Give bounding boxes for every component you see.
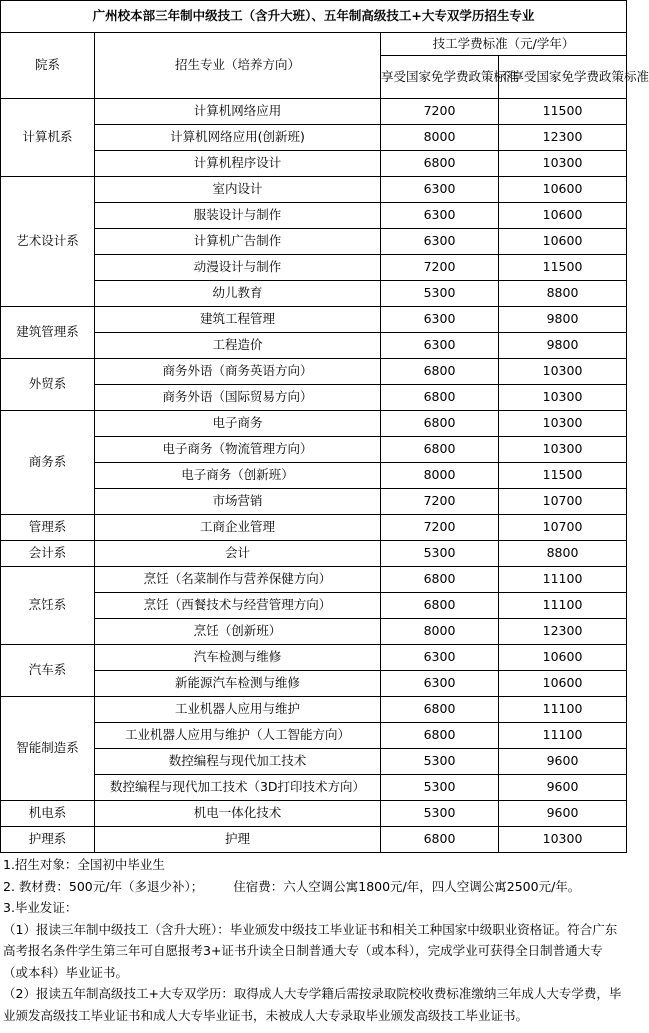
fee-no-free-policy: 10700 xyxy=(499,515,627,541)
fee-no-free-policy: 11500 xyxy=(499,255,627,281)
header-row-1 xyxy=(1,33,627,56)
department-name: 护理系 xyxy=(1,827,95,853)
fee-no-free-policy: 10600 xyxy=(499,645,627,671)
table-row xyxy=(1,541,627,567)
table-row xyxy=(1,593,627,619)
department-name: 计算机系 xyxy=(1,99,95,177)
major-name: 计算机网络应用(创新班) xyxy=(95,125,381,151)
fee-free-policy: 5300 xyxy=(381,281,499,307)
note-fees xyxy=(3,876,624,898)
department-name: 机电系 xyxy=(1,801,95,827)
table-row xyxy=(1,229,627,255)
major-name: 工商企业管理 xyxy=(95,515,381,541)
fee-no-free-policy: 10300 xyxy=(499,827,627,853)
major-name: 新能源汽车检测与维修 xyxy=(95,671,381,697)
fee-no-free-policy: 8800 xyxy=(499,281,627,307)
table-row xyxy=(1,125,627,151)
major-name: 市场营销 xyxy=(95,489,381,515)
table-row xyxy=(1,697,627,723)
department-name: 商务系 xyxy=(1,411,95,515)
table-row xyxy=(1,177,627,203)
table-row xyxy=(1,385,627,411)
fee-free-policy: 8000 xyxy=(381,619,499,645)
fee-no-free-policy: 10300 xyxy=(499,151,627,177)
table-row xyxy=(1,567,627,593)
fee-no-free-policy: 10600 xyxy=(499,177,627,203)
fee-no-free-policy: 9800 xyxy=(499,333,627,359)
fee-free-policy: 6300 xyxy=(381,177,499,203)
fee-free-policy: 5300 xyxy=(381,749,499,775)
department-name: 建筑管理系 xyxy=(1,307,95,359)
table-row xyxy=(1,801,627,827)
fee-no-free-policy: 9600 xyxy=(499,775,627,801)
major-name: 室内设计 xyxy=(95,177,381,203)
note-cert-heading: 3.毕业发证： xyxy=(3,900,78,915)
fee-free-policy: 6800 xyxy=(381,723,499,749)
table-row xyxy=(1,307,627,333)
table-title: 广州校本部三年制中级技工（含升大班）、五年制高级技工+大专双学历招生专业 xyxy=(1,1,627,33)
department-name: 外贸系 xyxy=(1,359,95,411)
fee-free-policy: 5300 xyxy=(381,541,499,567)
fee-free-policy: 6800 xyxy=(381,827,499,853)
fee-free-policy: 6300 xyxy=(381,307,499,333)
note-dorm-fee: 住宿费：六人空调公寓1800元/年，四人空调公寓2500元/年。 xyxy=(233,878,581,894)
major-name: 数控编程与现代加工技术（3D打印技术方向） xyxy=(95,775,381,801)
fee-no-free-policy: 10600 xyxy=(499,203,627,229)
table-row xyxy=(1,775,627,801)
fee-free-policy: 6300 xyxy=(381,645,499,671)
table-row xyxy=(1,281,627,307)
table-row xyxy=(1,749,627,775)
fee-free-policy: 6300 xyxy=(381,333,499,359)
notes-section xyxy=(0,853,626,1026)
fee-free-policy: 7200 xyxy=(381,489,499,515)
major-name: 服装设计与制作 xyxy=(95,203,381,229)
department-name: 智能制造系 xyxy=(1,697,95,801)
major-name: 计算机广告制作 xyxy=(95,229,381,255)
table-row xyxy=(1,619,627,645)
fee-no-free-policy: 11100 xyxy=(499,593,627,619)
fee-free-policy: 7200 xyxy=(381,515,499,541)
major-name: 烹饪（创新班） xyxy=(95,619,381,645)
note-cert-1: （1）报读三年制中级技工（含升大班）：毕业颁发中级技工毕业证书和相关工种国家中级职业资格证。符合广东高考报名条件学生第三年可自愿报考3+证书升读全日制普通大专（或本科），完成学业可获得全日制普通大专（或本科）毕业证书。 xyxy=(3,921,618,980)
note-cert-2: （2）报读五年制高级技工+大专双学历：取得成人大专学籍后需按录取院校收费标准缴纳三年成人大专学费，毕业颁发高级技工毕业证书和成人大专毕业证书，未被成人大专录取毕业颁发高级技工毕业证书。 xyxy=(3,986,622,1023)
fee-no-free-policy: 12300 xyxy=(499,619,627,645)
table-row xyxy=(1,827,627,853)
fee-free-policy: 7200 xyxy=(381,99,499,125)
major-name: 商务外语（国际贸易方向） xyxy=(95,385,381,411)
fee-no-free-policy: 11500 xyxy=(499,99,627,125)
table-row xyxy=(1,99,627,125)
major-name: 工程造价 xyxy=(95,333,381,359)
fee-free-policy: 6800 xyxy=(381,411,499,437)
table-row xyxy=(1,151,627,177)
department-name: 汽车系 xyxy=(1,645,95,697)
major-name: 工业机器人应用与维护（人工智能方向） xyxy=(95,723,381,749)
title-row xyxy=(1,1,627,33)
fee-no-free-policy: 11500 xyxy=(499,463,627,489)
table-row xyxy=(1,489,627,515)
fee-free-policy: 6300 xyxy=(381,229,499,255)
fee-free-policy: 8000 xyxy=(381,125,499,151)
fee-free-policy: 6800 xyxy=(381,437,499,463)
major-name: 动漫设计与制作 xyxy=(95,255,381,281)
fee-free-policy: 6300 xyxy=(381,671,499,697)
header-major: 招生专业（培养方向） xyxy=(95,33,381,99)
header-fee-no-free-policy: 不享受国家免学费政策标准 xyxy=(499,56,627,99)
header-fee-free-policy: 享受国家免学费政策标准 xyxy=(381,56,499,99)
fee-no-free-policy: 10600 xyxy=(499,671,627,697)
major-name: 建筑工程管理 xyxy=(95,307,381,333)
fee-free-policy: 5300 xyxy=(381,801,499,827)
major-name: 商务外语（商务英语方向） xyxy=(95,359,381,385)
fee-free-policy: 6800 xyxy=(381,385,499,411)
major-name: 护理 xyxy=(95,827,381,853)
major-name: 幼儿教育 xyxy=(95,281,381,307)
fee-free-policy: 6300 xyxy=(381,203,499,229)
major-name: 计算机网络应用 xyxy=(95,99,381,125)
fee-no-free-policy: 10300 xyxy=(499,437,627,463)
department-name: 烹饪系 xyxy=(1,567,95,645)
fee-no-free-policy: 9600 xyxy=(499,749,627,775)
fee-no-free-policy: 9800 xyxy=(499,307,627,333)
fee-no-free-policy: 10300 xyxy=(499,411,627,437)
table-row xyxy=(1,463,627,489)
fee-free-policy: 8000 xyxy=(381,463,499,489)
major-name: 烹饪（名菜制作与营养保健方向） xyxy=(95,567,381,593)
fee-no-free-policy: 11100 xyxy=(499,697,627,723)
major-name: 会计 xyxy=(95,541,381,567)
table-row xyxy=(1,515,627,541)
fee-free-policy: 6800 xyxy=(381,151,499,177)
major-name: 工业机器人应用与维护 xyxy=(95,697,381,723)
table-row xyxy=(1,333,627,359)
fee-no-free-policy: 10300 xyxy=(499,385,627,411)
table-row xyxy=(1,255,627,281)
major-name: 机电一体化技术 xyxy=(95,801,381,827)
major-name: 计算机程序设计 xyxy=(95,151,381,177)
fee-free-policy: 6800 xyxy=(381,593,499,619)
table-row xyxy=(1,359,627,385)
fee-no-free-policy: 10700 xyxy=(499,489,627,515)
fee-no-free-policy: 9600 xyxy=(499,801,627,827)
department-name: 艺术设计系 xyxy=(1,177,95,307)
fee-no-free-policy: 11100 xyxy=(499,567,627,593)
major-name: 数控编程与现代加工技术 xyxy=(95,749,381,775)
fee-no-free-policy: 10600 xyxy=(499,229,627,255)
fee-free-policy: 5300 xyxy=(381,775,499,801)
note-textbook-fee: 2. 教材费：500元/年（多退少补）； xyxy=(3,878,204,894)
major-name: 汽车检测与维修 xyxy=(95,645,381,671)
fee-no-free-policy: 10300 xyxy=(499,359,627,385)
fee-no-free-policy: 8800 xyxy=(499,541,627,567)
major-name: 电子商务（物流管理方向） xyxy=(95,437,381,463)
fee-no-free-policy: 12300 xyxy=(499,125,627,151)
table-row xyxy=(1,411,627,437)
table-row xyxy=(1,671,627,697)
note-target: 1.招生对象：全国初中毕业生 xyxy=(3,857,165,872)
fee-free-policy: 6800 xyxy=(381,697,499,723)
table-row xyxy=(1,723,627,749)
major-name: 烹饪（西餐技术与经营管理方向） xyxy=(95,593,381,619)
table-row xyxy=(1,645,627,671)
fee-free-policy: 6800 xyxy=(381,359,499,385)
major-name: 电子商务 xyxy=(95,411,381,437)
fee-free-policy: 6800 xyxy=(381,567,499,593)
header-fee-standard: 技工学费标准（元/学年） xyxy=(381,33,627,56)
department-name: 会计系 xyxy=(1,541,95,567)
header-department: 院系 xyxy=(1,33,95,99)
major-name: 电子商务（创新班） xyxy=(95,463,381,489)
department-name: 管理系 xyxy=(1,515,95,541)
table-row xyxy=(1,437,627,463)
fee-no-free-policy: 11100 xyxy=(499,723,627,749)
fee-free-policy: 7200 xyxy=(381,255,499,281)
table-row xyxy=(1,203,627,229)
